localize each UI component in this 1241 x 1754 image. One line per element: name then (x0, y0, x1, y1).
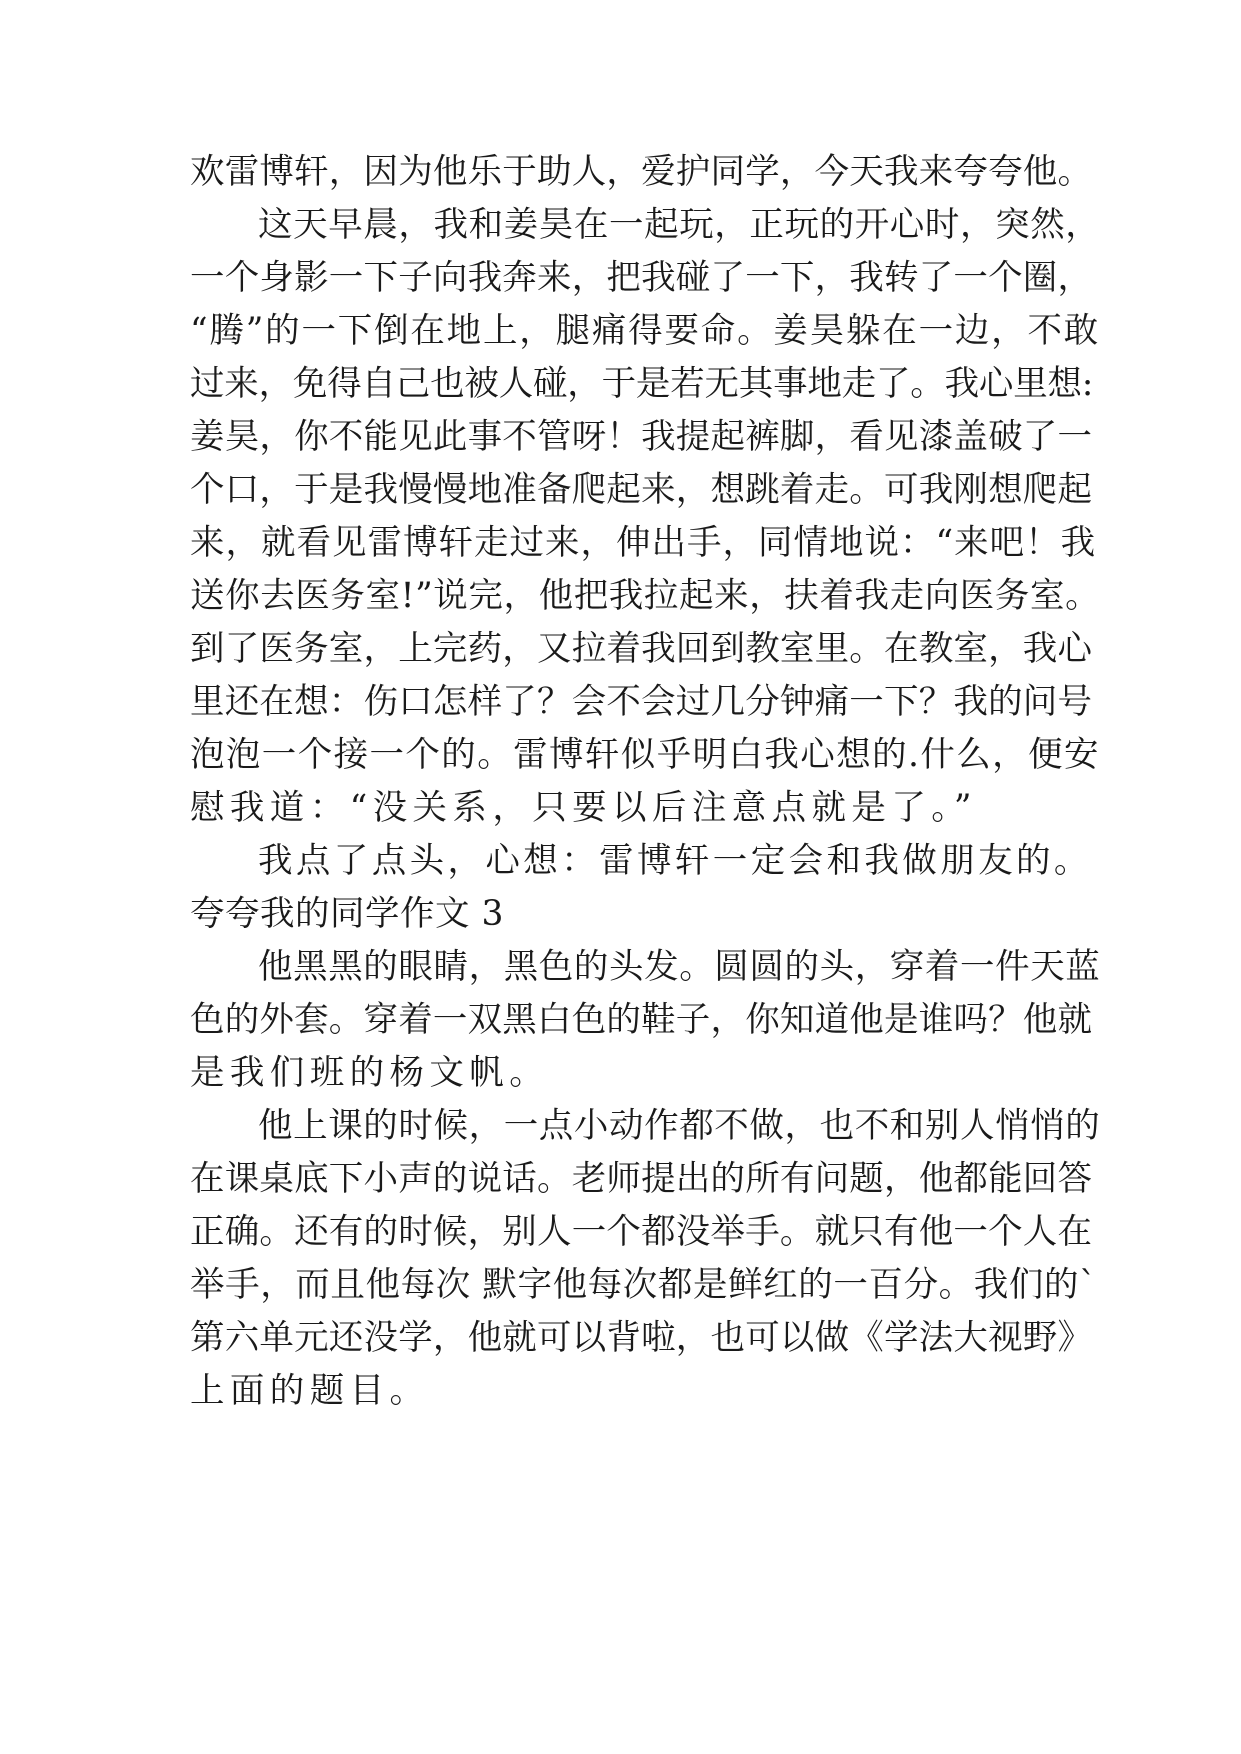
text-line: 一个身影一下子向我奔来，把我碰了一下，我转了一个圈， (190, 258, 1093, 298)
paragraph-first-line: 这天早晨，我和姜昊在一起玩，正玩的开心时，突然， (258, 205, 1101, 245)
text-line: 举手，而且他每次 默字他每次都是鲜红的一百分。我们的` (190, 1265, 1097, 1305)
paragraph-first-line: 我点了点头，心想：雷博轩一定会和我做朋友的。 (258, 841, 1092, 881)
text-line: 来，就看见雷博轩走过来，伸出手，同情地说：“来吧！我 (190, 523, 1097, 563)
text-line: 姜昊，你不能见此事不管呀！我提起裤脚，看见漆盖破了一 (190, 417, 1093, 457)
text-line: 在课桌底下小声的说话。老师提出的所有问题，他都能回答 (190, 1159, 1093, 1199)
text-line: 个口，于是我慢慢地准备爬起来，想跳着走。可我刚想爬起 (190, 470, 1093, 510)
text-line: 慰我道：“没关系，只要以后注意点就是了。” (190, 788, 977, 828)
text-line: 送你去医务室!”说完，他把我拉起来，扶着我走向医务室。 (190, 576, 1101, 616)
text-line: 到了医务室，上完药，又拉着我回到教室里。在教室，我心 (190, 629, 1093, 669)
text-line: 正确。还有的时候，别人一个都没举手。就只有他一个人在 (190, 1212, 1093, 1252)
text-line: 色的外套。穿着一双黑白色的鞋子，你知道他是谁吗？他就 (190, 1000, 1093, 1040)
text-line: 泡泡一个接一个的。雷博轩似乎明白我心想的.什么，便安 (190, 735, 1100, 775)
paragraph-first-line: 他黑黑的眼睛，黑色的头发。圆圆的头，穿着一件天蓝 (258, 947, 1101, 987)
text-line: “腾”的一下倒在地上，腿痛得要命。姜昊躲在一边，不敢 (190, 311, 1101, 351)
section-heading: 夸夸我的同学作文 3 (190, 894, 504, 934)
text-line: 欢雷博轩，因为他乐于助人，爱护同学，今天我来夸夸他。 (190, 152, 1093, 192)
text-line: 里还在想：伤口怎样了？会不会过几分钟痛一下？我的问号 (190, 682, 1093, 722)
text-line: 过来，免得自己也被人碰，于是若无其事地走了。我心里想: (190, 364, 1094, 404)
text-line: 第六单元还没学，他就可以背啦，也可以做《学法大视野》 (190, 1318, 1093, 1358)
text-line: 上面的题目。 (190, 1371, 430, 1411)
paragraph-first-line: 他上课的时候，一点小动作都不做，也不和别人悄悄的 (258, 1106, 1101, 1146)
text-line: 是我们班的杨文帆。 (190, 1053, 550, 1093)
